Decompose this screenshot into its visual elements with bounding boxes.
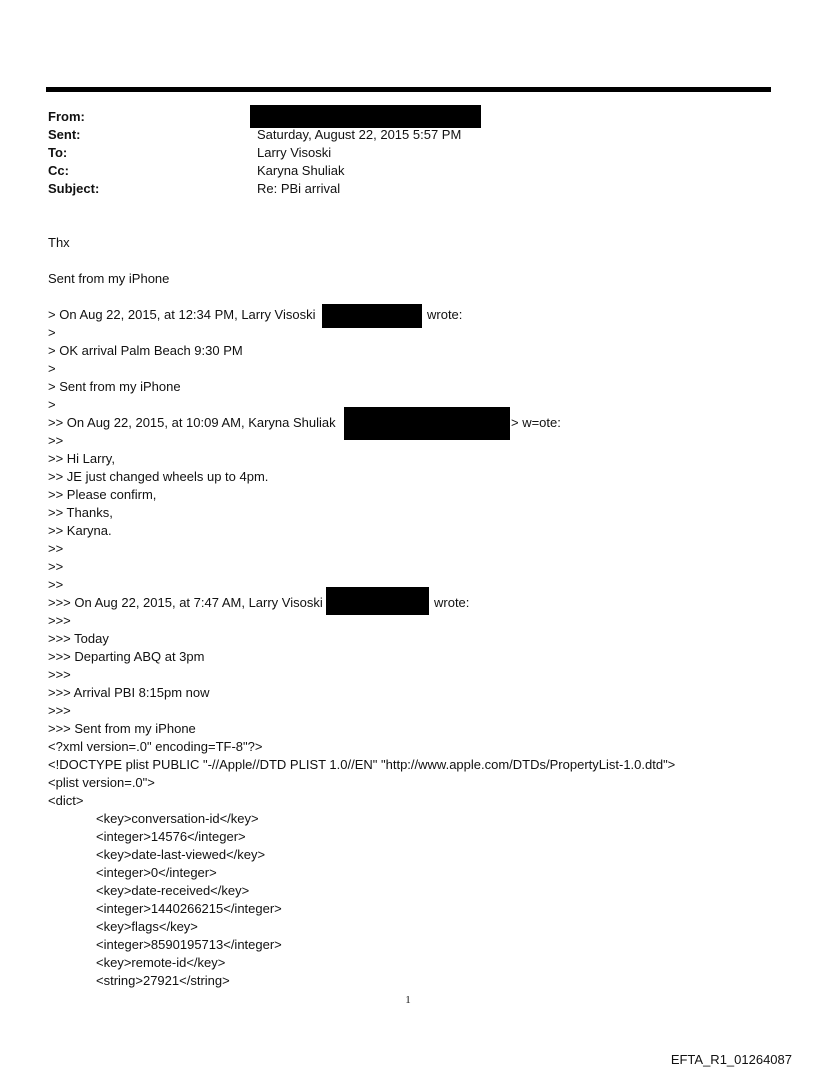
body-line: >>> Arrival PBI 8:15pm now [48, 685, 210, 700]
body-line: > [48, 361, 56, 376]
to-label: To: [48, 145, 68, 160]
cc-label: Cc: [48, 163, 69, 178]
body-line: <?xml version=.0" encoding=TF-8"?> [48, 739, 263, 754]
header-rule [46, 87, 771, 92]
from-label: From: [48, 109, 85, 124]
body-line: >> Thanks, [48, 505, 113, 520]
body-line: >> Please confirm, [48, 487, 157, 502]
body-line: >>> Departing ABQ at 3pm [48, 649, 205, 664]
subject-value: Re: PBi arrival [257, 181, 341, 196]
body-line: > OK arrival Palm Beach 9:30 PM [48, 343, 243, 358]
page-number: 1 [405, 994, 411, 1006]
redaction-email [322, 304, 422, 328]
body-line: >> [48, 433, 64, 448]
body-line: <key>conversation-id</key> [96, 811, 259, 826]
redaction-email [344, 407, 510, 440]
body-line: >>> [48, 703, 71, 718]
body-line: >>> [48, 613, 71, 628]
body-line: >> JE just changed wheels up to 4pm. [48, 469, 269, 484]
body-line: <integer>8590195713</integer> [96, 937, 282, 952]
document-id: EFTA_R1_01264087 [670, 1052, 792, 1067]
body-line: > Sent from my iPhone [48, 379, 181, 394]
body-line: <string>27921</string> [96, 973, 230, 988]
body-line: <key>remote-id</key> [96, 955, 226, 970]
body-line: >> On Aug 22, 2015, at 10:09 AM, Karyna Shuliak [48, 415, 336, 430]
to-value: Larry Visoski [257, 145, 332, 160]
body-line: >> Hi Larry, [48, 451, 115, 466]
subject-label: Subject: [48, 181, 100, 196]
body-line: <integer>0</integer> [96, 865, 217, 880]
body-line: <plist version=.0"> [48, 775, 155, 790]
body-line: > [48, 397, 56, 412]
body-line: <key>date-received</key> [96, 883, 250, 898]
redaction-email [326, 587, 429, 615]
body-line: >> [48, 541, 64, 556]
sent-label: Sent: [48, 127, 81, 142]
body-line: >>> Sent from my iPhone [48, 721, 196, 736]
body-line: <key>date-last-viewed</key> [96, 847, 266, 862]
redaction-from [250, 105, 481, 128]
body-line: > w=ote: [511, 415, 561, 430]
body-line: <key>flags</key> [96, 919, 198, 934]
body-line: >>> Today [48, 631, 109, 646]
body-line: <integer>1440266215</integer> [96, 901, 282, 916]
body-line: wrote: [434, 595, 470, 610]
body-line: Thx [48, 235, 70, 250]
body-line: <!DOCTYPE plist PUBLIC "-//Apple//DTD PLIST 1.0//EN" "http://www.apple.com/DTDs/PropertyList-1.0.dtd"> [48, 757, 676, 772]
body-line: wrote: [427, 307, 463, 322]
body-line: <integer>14576</integer> [96, 829, 246, 844]
cc-value: Karyna Shuliak [257, 163, 345, 178]
body-line: >> [48, 577, 64, 592]
body-line: Sent from my iPhone [48, 271, 170, 286]
body-line: > On Aug 22, 2015, at 12:34 PM, Larry Visoski [48, 307, 316, 322]
body-line: >> [48, 559, 64, 574]
body-line: <dict> [48, 793, 84, 808]
body-line: >>> On Aug 22, 2015, at 7:47 AM, Larry Visoski [48, 595, 323, 610]
body-line: > [48, 325, 56, 340]
body-line: >>> [48, 667, 71, 682]
body-line: >> Karyna. [48, 523, 112, 538]
sent-value: Saturday, August 22, 2015 5:57 PM [257, 127, 462, 142]
